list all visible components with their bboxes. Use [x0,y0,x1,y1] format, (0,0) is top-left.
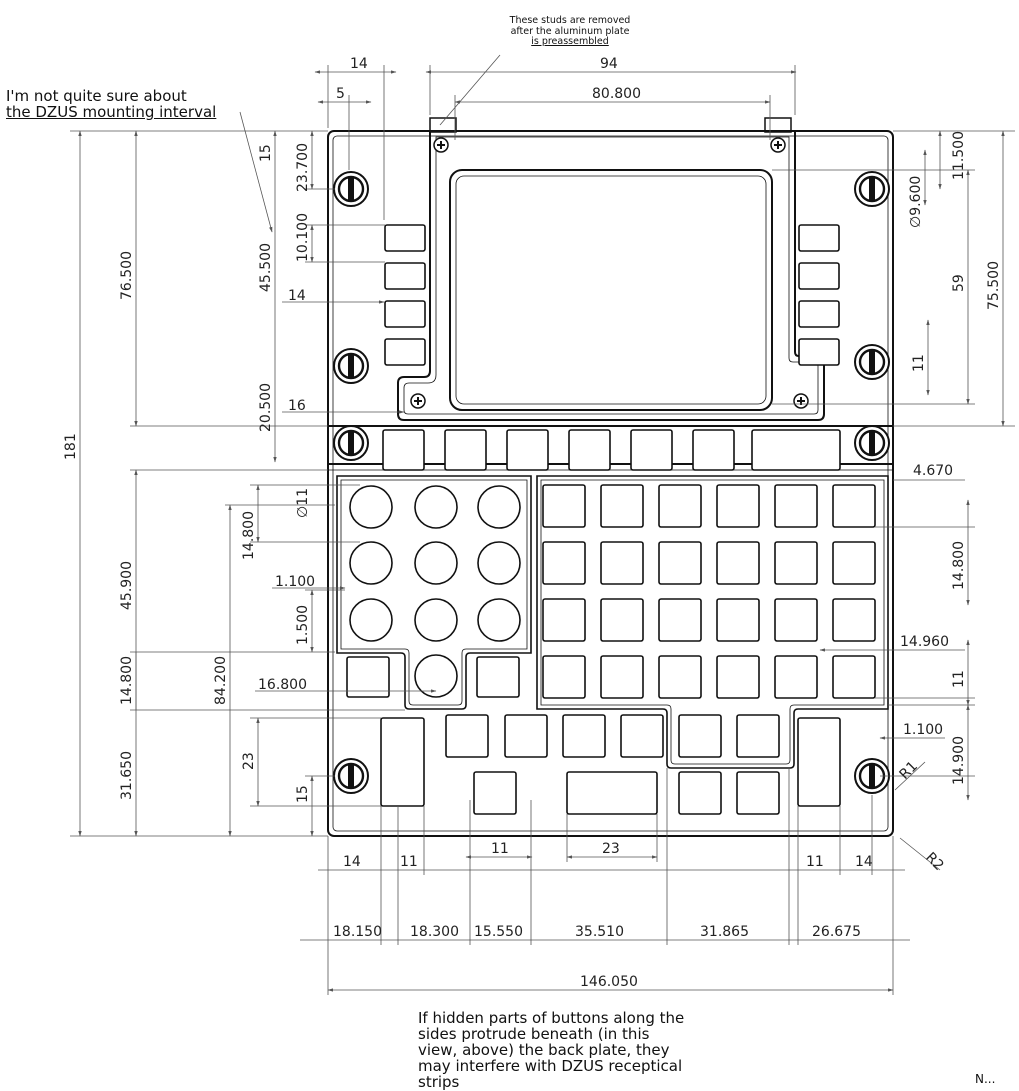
bezel-screws [411,138,808,408]
display-bezel [398,131,824,420]
dim-bot-35510: 35.510 [575,924,624,940]
dim-bot-146050: 146.050 [580,974,638,990]
dim-left-1100: 1.100 [275,574,316,590]
note-left-line2: the DZUS mounting interval [6,103,217,121]
dim-left-23700: 23.700 [295,143,311,192]
note-left-line1: I'm not quite sure about [6,87,187,105]
dim-left-16800: 16.800 [258,677,307,693]
dim-left-84200: 84.200 [213,656,229,705]
note-bottom-line4: may interfere with DZUS receptical [418,1057,683,1075]
dim-bot-18150: 18.150 [333,924,382,940]
dim-right-11500: 11.500 [951,131,967,180]
dim-left-15b: 15 [295,785,311,803]
dim-left-14: 14 [288,288,306,304]
dim-right-dia9600: ∅9.600 [908,175,924,228]
dim-top-80800: 80.800 [592,86,641,102]
dim-right-4670: 4.670 [913,463,954,479]
dim-bot-18300: 18.300 [410,924,459,940]
dim-right-75500: 75.500 [986,261,1002,310]
dim-left-14800a: 14.800 [241,511,257,560]
note-top-line3: is preassembled [531,36,609,47]
dim-left-10100: 10.100 [295,213,311,262]
dim-right-11b: 11 [951,670,967,688]
dim-bot-11a: 11 [400,854,418,870]
note-bottom-line5: strips [418,1073,460,1091]
dim-bot-23: 23 [602,841,620,857]
dim-bot-14b: 14 [855,854,873,870]
note-top-line2: after the aluminum plate [510,25,630,37]
bottom-keys [381,715,840,814]
note-top-line1: These studs are removed [509,15,631,26]
dim-left-23: 23 [241,752,257,770]
dim-left-31650: 31.650 [119,751,135,800]
dim-right-59: 59 [951,274,967,292]
dim-top-14: 14 [350,56,368,72]
dim-bot-15550: 15.550 [474,924,523,940]
dim-right-11: 11 [911,354,927,372]
dim-bot-26675: 26.675 [812,924,861,940]
note-bottom-line1: If hidden parts of buttons along the [418,1009,685,1027]
dim-right-1100: 1.100 [903,722,944,738]
dim-right-r1: R1 [896,758,922,783]
dim-left-76500: 76.500 [119,251,135,300]
note-dzus-interval [6,88,216,120]
side-keys [385,225,839,365]
note-hidden-parts [418,1010,738,1090]
dim-right-14800: 14.800 [951,541,967,590]
dim-left-181: 181 [63,433,79,460]
dim-bot-11b: 11 [491,841,509,857]
dim-left-16: 16 [288,398,306,414]
dim-left-1500: 1.500 [295,604,311,645]
dim-left-14800b: 14.800 [119,656,135,705]
top-studs [430,118,791,132]
dim-top-5: 5 [336,86,345,102]
dim-bot-14a: 14 [343,854,361,870]
dim-right-14900: 14.900 [951,736,967,785]
note-corner: N... [975,1072,996,1086]
dim-right-14960: 14.960 [900,634,949,650]
note-bottom-line2: sides protrude beneath (in this [418,1025,650,1043]
dim-left-45900: 45.900 [119,561,135,610]
dim-left-20500: 20.500 [258,383,274,432]
dim-bot-11c: 11 [806,854,824,870]
dim-right-r2: R2 [922,849,947,875]
dim-left-15: 15 [258,144,274,162]
dim-top-94: 94 [600,56,618,72]
dim-left-dia11: ∅11 [295,487,311,518]
note-bottom-line3: view, above) the back plate, they [418,1041,670,1059]
alpha-keys [543,485,875,698]
dim-bot-31865: 31.865 [700,924,749,940]
note-studs [470,16,670,48]
dim-left-45500: 45.500 [258,243,274,292]
